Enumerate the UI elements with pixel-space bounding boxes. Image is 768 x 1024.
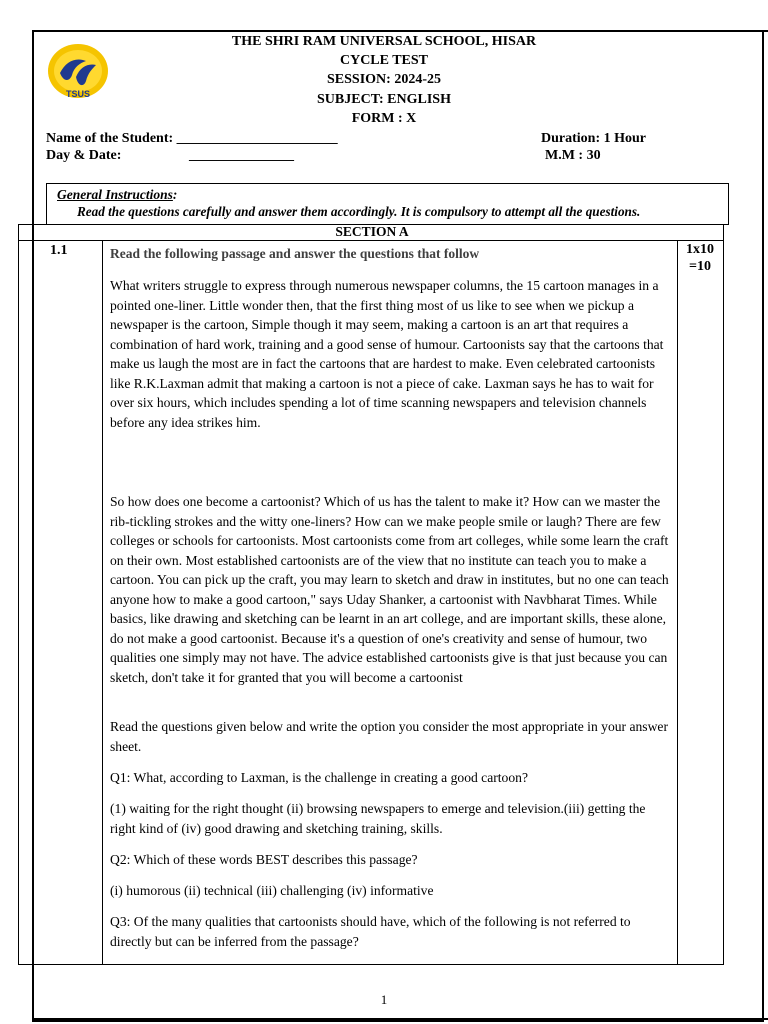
table-divider-right bbox=[677, 240, 678, 965]
marks-cell bbox=[680, 241, 720, 275]
marks-line-2: =10 bbox=[689, 259, 711, 274]
page-border-bottom bbox=[32, 1020, 764, 1022]
subject: SUBJECT: ENGLISH bbox=[317, 92, 451, 107]
page-number: 1 bbox=[380, 992, 388, 1007]
school-name: THE SHRI RAM UNIVERSAL SCHOOL, HISAR bbox=[231, 34, 537, 49]
question-2-options: (i) humorous (ii) technical (iii) challenging (iv) informative bbox=[110, 883, 434, 898]
passage-paragraph-2: So how does one become a cartoonist? Which of us has the talent to make it? How can we master the rib-tickling strokes and the witty one-liners? How can we make people smile or laugh? There are few colleges or schools for cartoonists. Most cartoonists come from art colleges, while some learn the craft on their own. Most established cartoonists are of the view that no institute can teach you to make a cartoon. You can pick up the craft, you may learn to sketch and draw in institutes, but no one can teach anyone how to make a good cartoon," says Uday Shanker, a cartoonist with Navbharat Times. While basics, like drawing and sketching can be learnt in an art college, and are important skills, these alone, do not make a good cartoonist. Because it's a question of one's creativity and sense of humour, two qualities one simply may not have. The advice established cartoonists give is that just because you can sketch, don't take it for granted that you will become a cartoonist bbox=[110, 494, 669, 685]
date-blank: _______________ bbox=[189, 148, 294, 163]
instructions-heading bbox=[57, 187, 177, 203]
student-name-field: Name of the Student: _______________________ bbox=[46, 131, 338, 146]
max-marks: M.M : 30 bbox=[545, 148, 601, 163]
question-heading: Read the following passage and answer the questions that follow bbox=[110, 246, 480, 261]
general-instructions-box bbox=[46, 183, 729, 225]
question-1-options: (1) waiting for the right thought (ii) browsing newspapers to emerge and television.(iii) getting the right kind of (iv) good drawing and sketching training, skills. bbox=[110, 801, 646, 836]
instructions-colon: : bbox=[172, 187, 178, 202]
section-header-row bbox=[18, 224, 724, 240]
logo-text: TSUS bbox=[65, 89, 91, 99]
page-border-right bbox=[762, 30, 764, 1020]
date-label: Day & Date: bbox=[46, 148, 122, 163]
question-1: Q1: What, according to Laxman, is the challenge in creating a good cartoon? bbox=[110, 770, 528, 785]
table-divider-left bbox=[102, 240, 103, 965]
passage-paragraph-1: What writers struggle to express through numerous newspaper columns, the 15 cartoon manages in a pointed one-liner. Little wonder then, that the first thing most of us like to see when we pickup a newspaper is the cartoon, Simple though it may seem, making a cartoon is an art that requires a combination of hard work, training and a good sense of humour. Cartoonists say that the cartoons that make us laugh the most are in fact the cartoons that are hardest to make. Even celebrated cartoonists like R.K.Laxman admit that making a cartoon is not a piece of cake. Laxman says he has to wait for over six hours, which includes spending a lot of time scanning newspapers and television channels before any idea strikes him. bbox=[110, 278, 664, 430]
test-name: CYCLE TEST bbox=[339, 53, 429, 68]
marks-line-1: 1x10 bbox=[686, 242, 714, 257]
section-title: SECTION A bbox=[335, 224, 409, 239]
duration: Duration: 1 Hour bbox=[541, 131, 646, 146]
instruction-paragraph: Read the questions given below and write the option you consider the most appropriate in your answer sheet. bbox=[110, 719, 668, 754]
question-2: Q2: Which of these words BEST describes this passage? bbox=[110, 852, 418, 867]
session: SESSION: 2024-25 bbox=[327, 72, 441, 87]
instructions-text: Read the questions carefully and answer them accordingly. It is compulsory to attempt all the questions. bbox=[77, 204, 641, 219]
form: FORM : X bbox=[351, 111, 417, 126]
instructions-title: General Instructions bbox=[57, 187, 173, 202]
question-number: 1.1 bbox=[50, 243, 68, 258]
question-3: Q3: Of the many qualities that cartoonists should have, which of the following is not referred to directly but can be inferred from the passage? bbox=[110, 914, 631, 949]
